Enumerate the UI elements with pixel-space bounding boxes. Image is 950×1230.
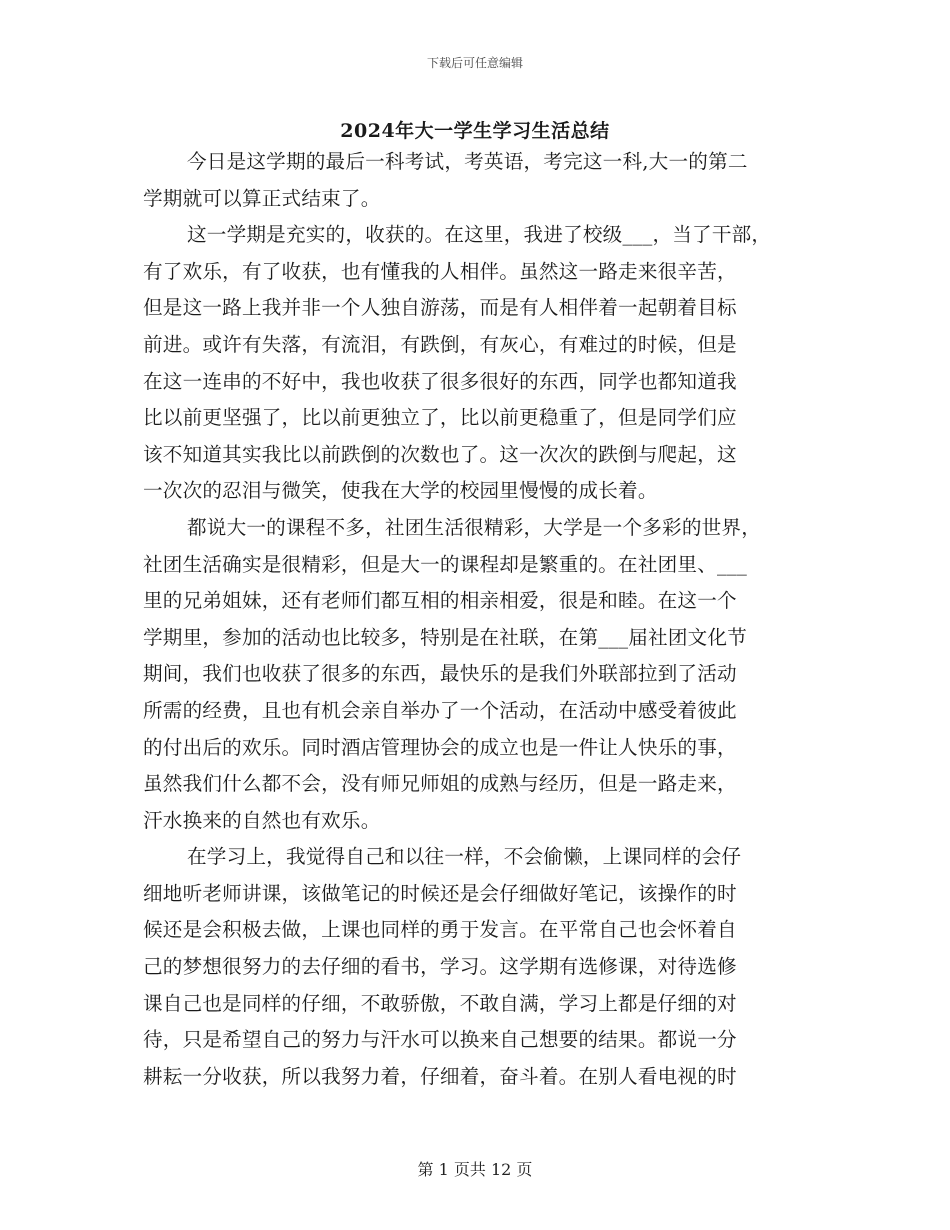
text-line: 虽然我们什么都不会，没有师兄师姐的成熟与经历，但是一路走来， xyxy=(143,772,737,796)
text-line: 里的兄弟姐妹，还有老师们都互相的相亲相爱，很是和睦。在这一个 xyxy=(143,589,737,613)
header-note: 下载后可任意编辑 xyxy=(426,56,523,70)
text-line: 待，只是希望自己的努力与汗水可以换来自己想要的结果。都说一分 xyxy=(143,1028,737,1052)
text-line: 期间，我们也收获了很多的东西，最快乐的是我们外联部拉到了活动 xyxy=(143,662,737,686)
text-line: 所需的经费，且也有机会亲自举办了一个活动，在活动中感受着彼此 xyxy=(143,698,737,722)
text-line: 候还是会积极去做，上课也同样的勇于发言。在平常自己也会怀着自 xyxy=(143,918,737,942)
document-body xyxy=(143,144,813,1095)
document-title: 2024年大一学生学习生活总结 xyxy=(340,120,610,142)
text-line: 一次次的忍泪与微笑，使我在大学的校园里慢慢的成长着。 xyxy=(143,479,658,503)
text-line: 细地听老师讲课，该做笔记的时候还是会仔细做好笔记，该操作的时 xyxy=(143,881,737,905)
text-line: 在这一连串的不好中，我也收获了很多很好的东西，同学也都知道我 xyxy=(143,369,737,393)
text-line: 但是这一路上我并非一个人独自游荡，而是有人相伴着一起朝着目标 xyxy=(143,296,737,320)
text-line: 比以前更坚强了，比以前更独立了，比以前更稳重了，但是同学们应 xyxy=(143,406,737,430)
text-line: 前进。或许有失落，有流泪，有跌倒，有灰心，有难过的时候，但是 xyxy=(143,332,737,356)
text-line: 课自己也是同样的仔细，不敢骄傲，不敢自满，学习上都是仔细的对 xyxy=(143,991,737,1015)
text-line: 有了欢乐，有了收获，也有懂我的人相伴。虽然这一路走来很辛苦， xyxy=(143,259,737,283)
text-line: 该不知道其实我比以前跌倒的次数也了。这一次次的跌倒与爬起，这 xyxy=(143,442,737,466)
text-line: 学期就可以算正式结束了。 xyxy=(143,186,381,210)
text-line: 己的梦想很努力的去仔细的看书，学习。这学期有选修课，对待选修 xyxy=(143,955,737,979)
text-line: 社团生活确实是很精彩，但是大一的课程却是繁重的。在社团里、___ xyxy=(143,552,748,576)
text-line: 学期里，参加的活动也比较多，特别是在社联，在第___届社团文化节 xyxy=(143,625,748,649)
text-line: 耕耘一分收获，所以我努力着，仔细着，奋斗着。在别人看电视的时 xyxy=(143,1064,737,1088)
text-line: 的付出后的欢乐。同时酒店管理协会的成立也是一件让人快乐的事， xyxy=(143,735,737,759)
text-line: 汗水换来的自然也有欢乐。 xyxy=(143,808,381,832)
text-line: 在学习上，我觉得自己和以往一样，不会偷懒，上课同样的会仔 xyxy=(187,845,742,869)
text-line: 都说大一的课程不多，社团生活很精彩，大学是一个多彩的世界， xyxy=(187,515,762,539)
page-footer: 第 1 页共 12 页 xyxy=(417,1160,533,1179)
text-line: 这一学期是充实的，收获的。在这里，我进了校级___，当了干部， xyxy=(187,223,772,247)
text-line: 今日是这学期的最后一科考试，考英语，考完这一科,大一的第二 xyxy=(187,150,748,173)
